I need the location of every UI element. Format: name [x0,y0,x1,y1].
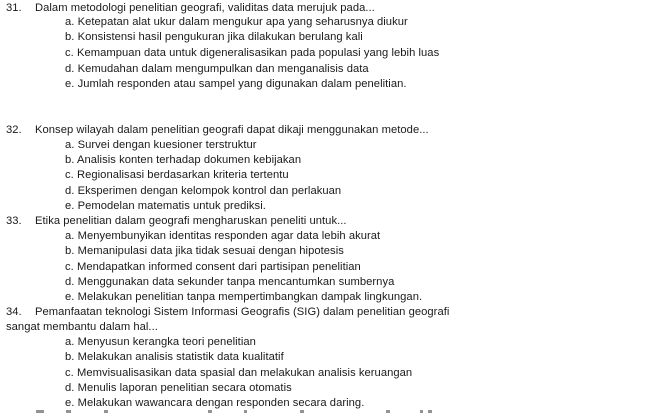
question-33-option-b: b. Memanipulasi data jika tidak sesuai dengan hipotesis [65,245,344,257]
question-32-text: Konsep wilayah dalam penelitian geografi dapat dikaji menggunakan metode... [35,124,429,136]
question-33-option-c: c. Mendapatkan informed consent dari partisipan penelitian [65,261,361,273]
question-34-text: Pemanfaatan teknologi Sistem Informasi Geografis (SIG) dalam penelitian geografi [35,306,450,318]
cropped-next-line [0,410,651,416]
question-32-option-e: e. Pemodelan matematis untuk prediksi. [65,200,266,212]
question-33-number: 33. [6,215,22,227]
question-31-option-e: e. Jumlah responden atau sampel yang digunakan dalam penelitian. [65,78,407,90]
question-31-text: Dalam metodologi penelitian geografi, validitas data merujuk pada... [35,2,375,14]
question-32-option-c: c. Regionalisasi berdasarkan kriteria tertentu [65,169,289,181]
question-32-option-b: b. Analisis konten terhadap dokumen kebijakan [65,154,302,166]
question-34-option-e: e. Melakukan wawancara dengan responden secara daring. [65,397,365,409]
question-33-option-a: a. Menyembunyikan identitas responden agar data lebih akurat [65,230,381,242]
question-34-option-b: b. Melakukan analisis statistik data kualitatif [65,351,284,363]
question-32-number: 32. [6,124,22,136]
question-33-option-e: e. Melakukan penelitian tanpa mempertimbangkan dampak lingkungan. [65,291,423,303]
question-34-option-d: d. Menulis laporan penelitian secara otomatis [65,382,292,394]
question-31-number: 31. [6,2,22,14]
question-31-option-d: d. Kemudahan dalam mengumpulkan dan menganalisis data [65,63,369,75]
question-34-option-a: a. Menyusun kerangka teori penelitian [65,336,256,348]
question-33-text: Etika penelitian dalam geografi mengharuskan peneliti untuk... [35,215,347,227]
question-31-option-a: a. Ketepatan alat ukur dalam mengukur apa yang seharusnya diukur [65,16,408,28]
question-31-option-c: c. Kemampuan data untuk digeneralisasikan pada populasi yang lebih luas [65,47,440,59]
question-34-text-continued: sangat membantu dalam hal... [6,321,158,333]
question-32-option-a: a. Survei dengan kuesioner terstruktur [65,139,257,151]
question-31-option-b: b. Konsistensi hasil pengukuran jika dilakukan berulang kali [65,31,363,43]
question-33-option-d: d. Menggunakan data sekunder tanpa mencantumkan sumbernya [65,276,395,288]
question-34-number: 34. [6,306,22,318]
question-32-option-d: d. Eksperimen dengan kelompok kontrol dan perlakuan [65,185,342,197]
question-34-option-c: c. Memvisualisasikan data spasial dan melakukan analisis keruangan [65,367,413,379]
